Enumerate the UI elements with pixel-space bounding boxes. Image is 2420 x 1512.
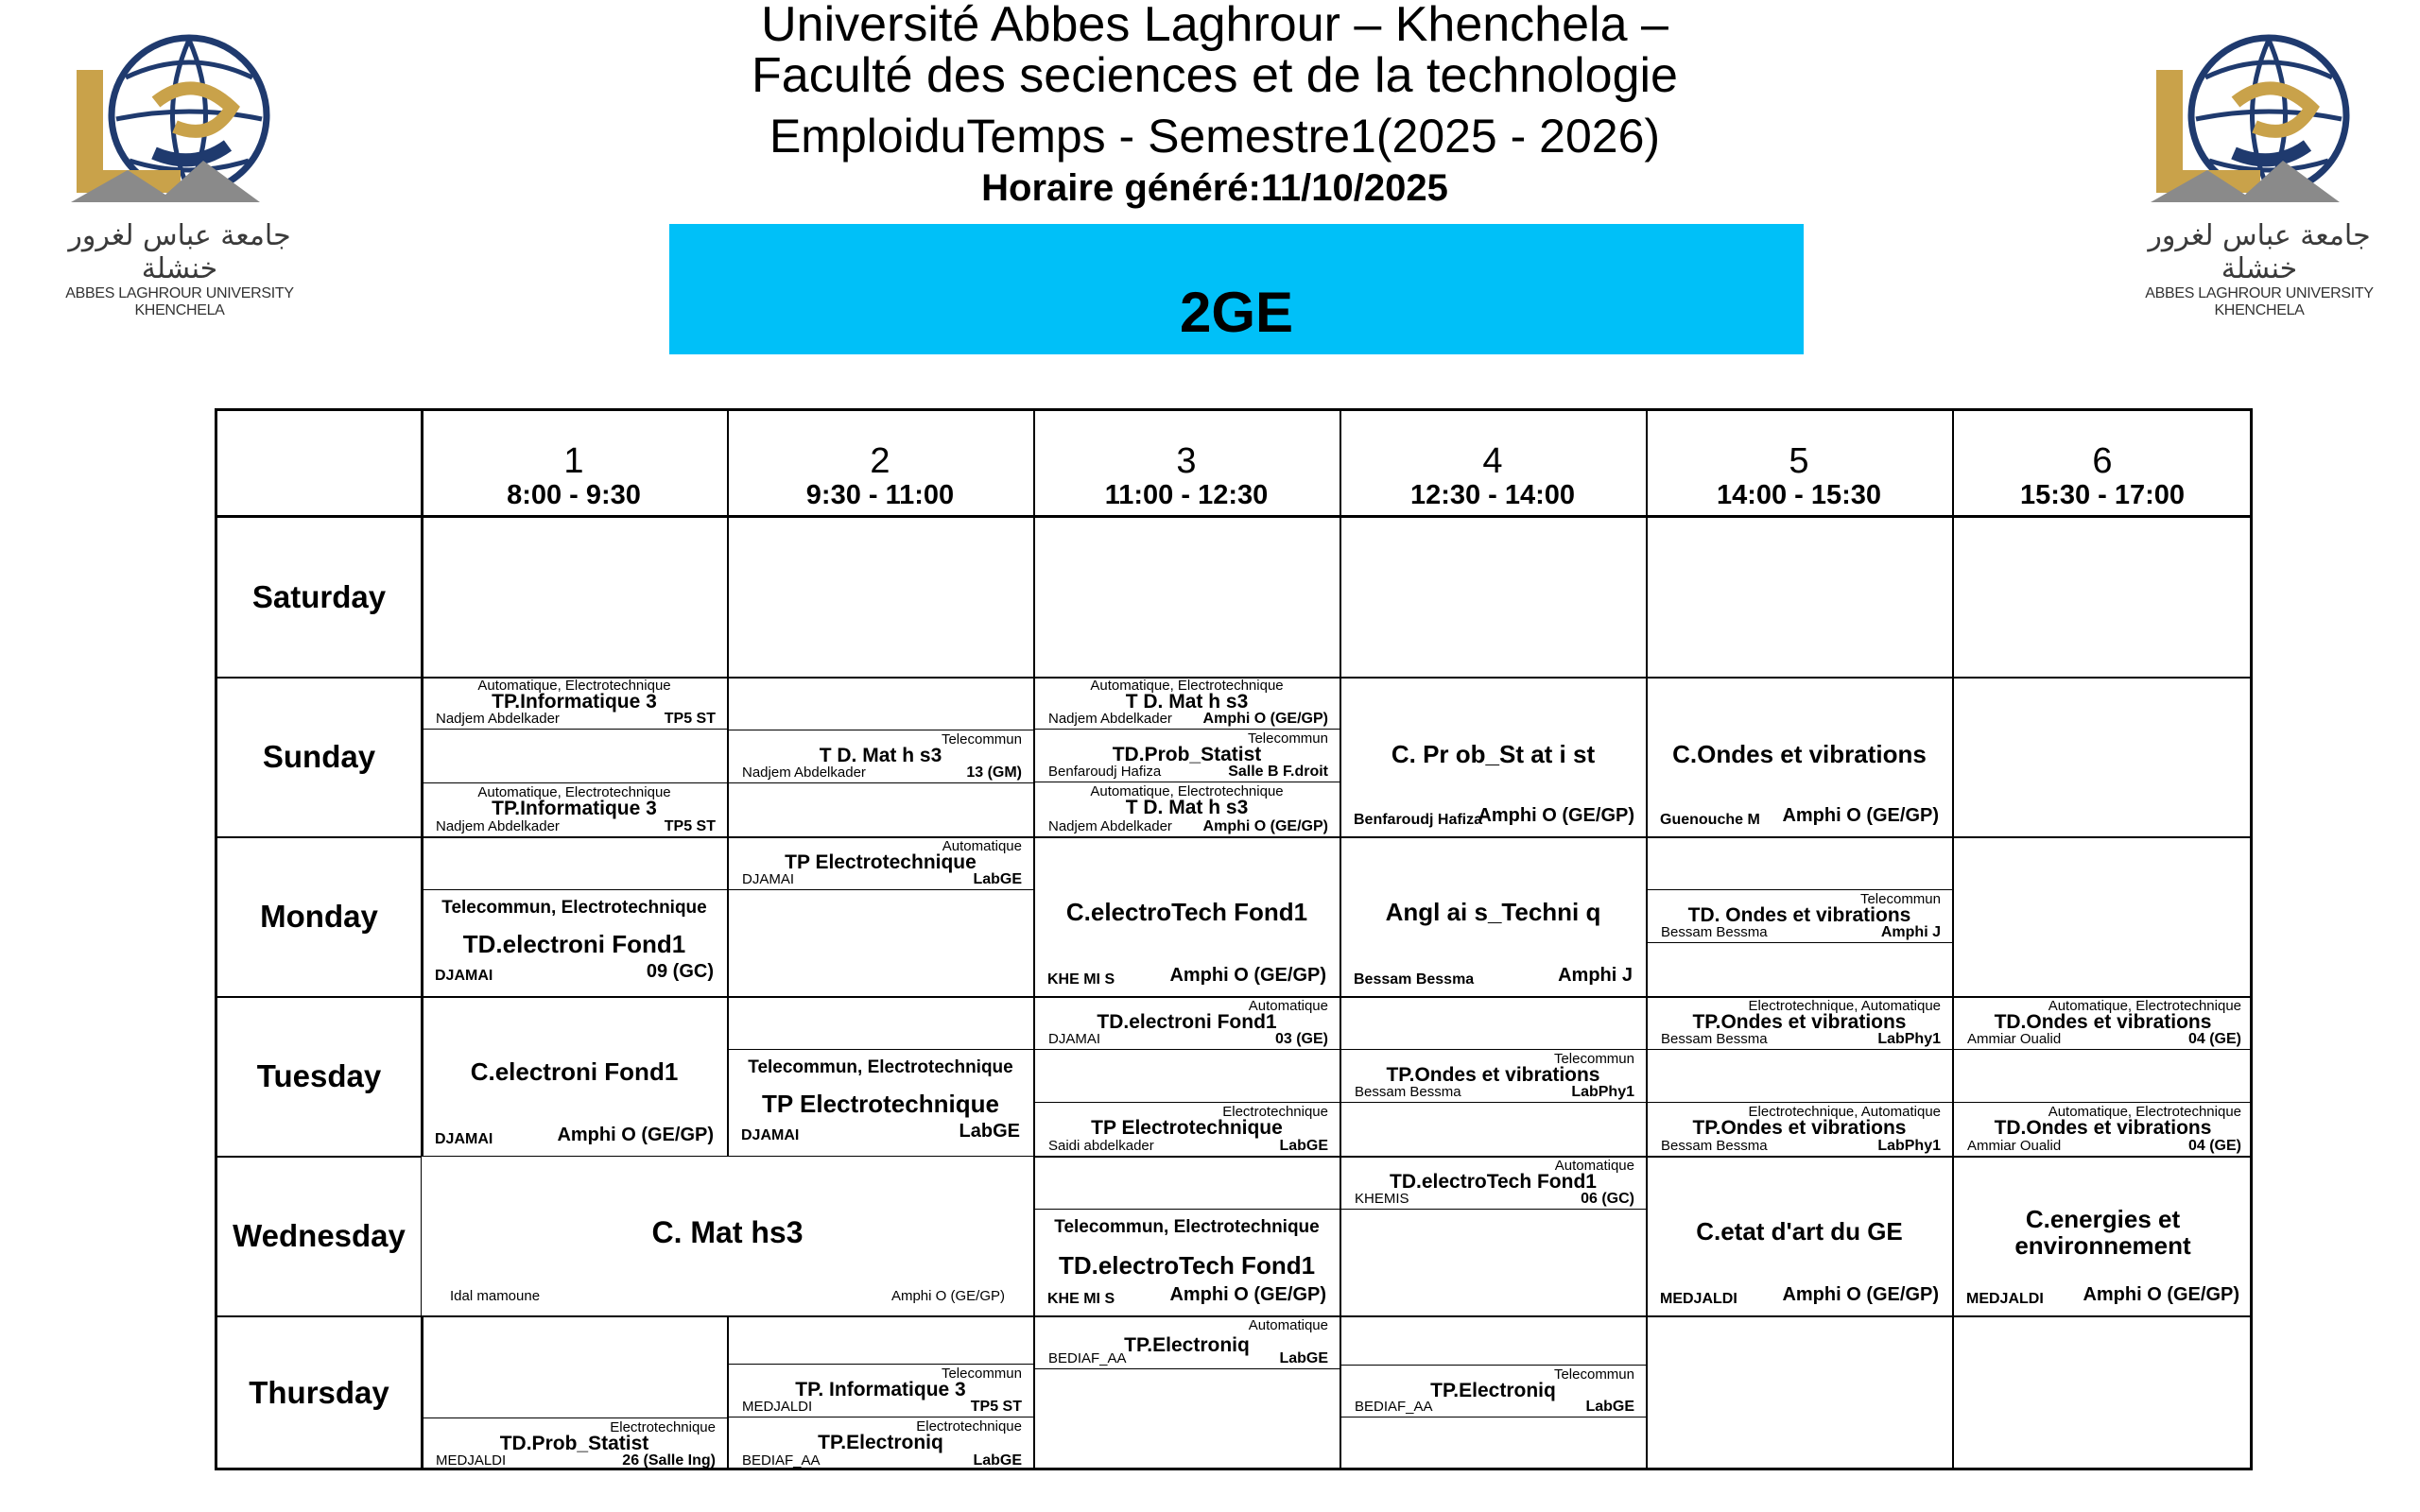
session-group: Automatique <box>1554 1158 1634 1174</box>
session-room: Amphi O (GE/GP) <box>1169 965 1326 986</box>
slot-time: 12:30 - 14:00 <box>1409 480 1576 510</box>
session-group: Telecommun <box>1553 1051 1634 1067</box>
session-teacher: Benfaroudj Hafiza <box>1354 812 1483 828</box>
session-cell[interactable] <box>422 1157 1033 1315</box>
session-title: TP.Electroniq <box>818 1432 943 1453</box>
session-group: Telecommun, Electrotechnique <box>748 1057 1013 1077</box>
session-room: Salle B F.droit <box>1228 764 1328 780</box>
slot-number: 5 <box>1789 441 1809 481</box>
session-room: 04 (GE) <box>2187 1138 2241 1154</box>
empty-sub-cell <box>1034 1050 1340 1103</box>
session-room: LabGE <box>973 1452 1022 1469</box>
session-room: 09 (GC) <box>646 961 714 982</box>
session-room: Amphi O (GE/GP) <box>2083 1284 2239 1305</box>
session-teacher: Nadjem Abdelkader <box>436 818 560 834</box>
logo-english-text: ABBES LAGHROUR UNIVERSITY KHENCHELA <box>65 285 294 318</box>
day-label-thursday: Thursday <box>249 1375 389 1410</box>
session-room: TP5 ST <box>664 818 716 834</box>
session-room: 04 (GE) <box>2187 1031 2241 1047</box>
university-logo-right <box>2122 28 2396 318</box>
session-room: LabGE <box>973 871 1022 887</box>
session-group: Electrotechnique, Automatique <box>1748 1104 1941 1120</box>
session-cell[interactable] <box>422 782 727 836</box>
session-teacher: MEDJALDI <box>1966 1291 2044 1307</box>
session-teacher: Bessam Bessma <box>1661 924 1768 940</box>
session-teacher: Idal mamoune <box>450 1288 541 1304</box>
session-teacher: DJAMAI <box>1048 1031 1101 1047</box>
session-cell[interactable] <box>1034 1103 1340 1156</box>
session-room: Amphi O (GE/GP) <box>890 1288 1005 1304</box>
session-teacher: DJAMAI <box>742 871 795 887</box>
session-cell[interactable] <box>1953 1157 2253 1315</box>
session-group: Automatique <box>942 838 1022 854</box>
session-group: Automatique, Electrotechnique <box>2048 998 2241 1014</box>
session-room: LabGE <box>1279 1138 1328 1154</box>
slot-header <box>1340 411 1646 515</box>
session-cell[interactable] <box>1340 1365 1646 1418</box>
logo-english-text: ABBES LAGHROUR UNIVERSITY KHENCHELA <box>2145 285 2374 318</box>
session-teacher: Saidi abdelkader <box>1048 1138 1154 1154</box>
day-label-tuesday: Tuesday <box>256 1057 382 1093</box>
group-banner <box>669 224 1804 354</box>
slot-number: 4 <box>1482 441 1503 481</box>
empty-sub-cell <box>728 997 1033 1050</box>
session-teacher: Bessam Bessma <box>1355 1084 1461 1100</box>
session-room: Amphi O (GE/GP) <box>1202 818 1328 834</box>
session-title: C.Ondes et vibrations <box>1672 740 1927 768</box>
session-title: TP.Informatique 3 <box>492 798 657 819</box>
session-cell[interactable] <box>1340 837 1646 996</box>
session-cell[interactable] <box>422 1418 727 1470</box>
session-group: Automatique, Electrotechnique <box>1090 678 1284 694</box>
session-room: Amphi J <box>1558 965 1633 986</box>
session-room: LabPhy1 <box>1571 1084 1634 1100</box>
session-title: TD. Ondes et vibrations <box>1687 904 1911 926</box>
session-cell[interactable] <box>1034 677 1340 730</box>
session-cell[interactable] <box>422 997 727 1156</box>
session-cell[interactable] <box>1647 1103 1952 1156</box>
day-label-saturday: Saturday <box>251 578 387 614</box>
session-teacher: Nadjem Abdelkader <box>436 711 560 727</box>
session-title: TP Electrotechnique <box>1091 1117 1283 1139</box>
session-teacher: Bessam Bessma <box>1354 971 1475 988</box>
session-teacher: KHE MI S <box>1047 1291 1115 1307</box>
session-room: LabGE <box>1585 1399 1634 1415</box>
session-title: TP Electrotechnique <box>762 1090 999 1118</box>
slot-time: 14:00 - 15:30 <box>1716 480 1882 510</box>
session-title: TP.Electroniq <box>1124 1334 1250 1356</box>
session-teacher: KHEMIS <box>1355 1191 1409 1207</box>
session-teacher: Guenouche M <box>1660 812 1760 828</box>
session-teacher: Nadjem Abdelkader <box>1048 818 1172 834</box>
session-cell[interactable] <box>1034 1316 1340 1369</box>
session-title: TD.Ondes et vibrations <box>1994 1117 2212 1139</box>
session-teacher: DJAMAI <box>435 968 493 984</box>
session-title: C.energies et environnement <box>2014 1205 2191 1260</box>
empty-sub-cell <box>422 837 727 890</box>
session-teacher: KHE MI S <box>1047 971 1115 988</box>
empty-sub-cell <box>1647 1050 1952 1103</box>
empty-sub-cell <box>1647 837 1952 890</box>
session-title: TP.Ondes et vibrations <box>1692 1117 1907 1139</box>
session-room: TP5 ST <box>664 711 716 727</box>
session-room: LabPhy1 <box>1877 1138 1941 1154</box>
session-cell[interactable] <box>422 677 727 730</box>
session-title: T D. Mat h s3 <box>819 745 942 766</box>
session-cell[interactable] <box>728 730 1033 783</box>
session-title: TD.Ondes et vibrations <box>1994 1011 2212 1033</box>
session-room: Amphi J <box>1880 924 1941 940</box>
session-group: Electrotechnique <box>916 1418 1022 1435</box>
session-title: C. Pr ob_St at i st <box>1391 740 1596 768</box>
session-room: Amphi O (GE/GP) <box>557 1125 714 1145</box>
session-title: TP.Informatique 3 <box>492 691 657 713</box>
session-room: Amphi O (GE/GP) <box>1782 1284 1939 1305</box>
session-group: Telecommun <box>941 1366 1022 1382</box>
empty-sub-cell <box>1340 997 1646 1050</box>
session-teacher: Ammiar Oualid <box>1967 1138 2062 1154</box>
session-cell[interactable] <box>728 1050 1033 1156</box>
slot-header <box>1033 411 1340 515</box>
session-group: Electrotechnique <box>610 1419 716 1435</box>
empty-sub-cell <box>728 1316 1033 1365</box>
session-cell[interactable] <box>422 890 727 996</box>
session-group: Telecommun <box>1553 1366 1634 1383</box>
session-cell[interactable] <box>1647 1157 1952 1315</box>
session-title: C.electroni Fond1 <box>470 1057 679 1086</box>
session-cell[interactable] <box>1953 1103 2253 1156</box>
session-teacher: DJAMAI <box>435 1131 493 1147</box>
slot-header <box>1646 411 1952 515</box>
slot-header <box>421 411 727 515</box>
session-group: Automatique, Electrotechnique <box>477 784 671 800</box>
session-group: Automatique, Electrotechnique <box>477 678 671 694</box>
session-cell[interactable] <box>728 1365 1033 1418</box>
session-room: LabPhy1 <box>1877 1031 1941 1047</box>
session-room: Amphi O (GE/GP) <box>1478 805 1634 826</box>
session-cell[interactable] <box>728 837 1033 890</box>
globe-emblem-icon <box>2122 28 2396 217</box>
session-cell[interactable] <box>1034 782 1340 836</box>
day-label-sunday: Sunday <box>262 738 376 774</box>
slot-number: 3 <box>1176 441 1197 481</box>
timetable-grid <box>215 408 2253 1470</box>
session-group: Telecommun, Electrotechnique <box>1054 1217 1320 1237</box>
slot-number: 6 <box>2092 441 2113 481</box>
session-room: 03 (GE) <box>1274 1031 1328 1047</box>
session-title: TP.Ondes et vibrations <box>1692 1011 1907 1033</box>
session-teacher: DJAMAI <box>741 1127 800 1143</box>
session-cell[interactable] <box>1034 837 1340 996</box>
slot-time: 11:00 - 12:30 <box>1104 480 1269 510</box>
generated-date: Horaire généré:11/10/2025 <box>981 167 1448 209</box>
session-teacher: Bessam Bessma <box>1661 1031 1768 1047</box>
session-group: Automatique <box>1248 998 1328 1014</box>
empty-sub-cell <box>1034 1157 1340 1210</box>
session-group: Electrotechnique <box>1222 1104 1328 1120</box>
session-title: TD.Prob_Statist <box>499 1433 649 1454</box>
session-cell[interactable] <box>1340 1050 1646 1103</box>
session-room: TP5 ST <box>970 1399 1022 1415</box>
session-cell[interactable] <box>1034 997 1340 1050</box>
session-cell[interactable] <box>1647 678 1952 836</box>
session-room: 06 (GC) <box>1581 1191 1634 1207</box>
day-label-wednesday: Wednesday <box>233 1217 406 1253</box>
session-cell[interactable] <box>1647 890 1952 943</box>
session-title: TD.Prob_Statist <box>1112 744 1262 765</box>
session-teacher: Bessam Bessma <box>1661 1138 1768 1154</box>
session-teacher: BEDIAF_AA <box>1048 1350 1127 1366</box>
logo-arabic-text: جامعة عباس لغرور خنشلة <box>2148 219 2371 285</box>
session-title: TD.electroni Fond1 <box>1097 1011 1277 1033</box>
session-group: Telecommun, Electrotechnique <box>441 898 707 918</box>
session-title: TP.Electroniq <box>1430 1380 1556 1401</box>
slot-number: 2 <box>870 441 890 481</box>
session-title: C.etat d'art du GE <box>1696 1217 1903 1246</box>
session-teacher: Ammiar Oualid <box>1967 1031 2062 1047</box>
faculty-name: Faculté des seciences et de la technologie <box>752 48 1678 103</box>
session-group: Electrotechnique, Automatique <box>1748 998 1941 1014</box>
session-title: TP. Informatique 3 <box>795 1379 966 1400</box>
session-teacher: MEDJALDI <box>1660 1291 1737 1307</box>
session-room: LabGE <box>959 1121 1020 1142</box>
slot-time: 8:00 - 9:30 <box>507 480 641 510</box>
session-teacher: BEDIAF_AA <box>1355 1399 1433 1415</box>
university-logo-left <box>43 28 317 318</box>
university-name: Université Abbes Laghrour – Khenchela – <box>761 0 1668 52</box>
session-room: Amphi O (GE/GP) <box>1169 1284 1326 1305</box>
session-room: 26 (Salle Ing) <box>622 1452 716 1469</box>
session-cell[interactable] <box>1953 997 2253 1050</box>
session-group: Automatique, Electrotechnique <box>1090 783 1284 799</box>
session-group: Telecommun <box>1859 891 1941 907</box>
session-teacher: Nadjem Abdelkader <box>742 765 866 781</box>
session-title: C.electroTech Fond1 <box>1065 898 1308 926</box>
session-cell[interactable] <box>728 1418 1033 1470</box>
session-group: Automatique <box>1248 1317 1328 1333</box>
session-title: TD.electroTech Fond1 <box>1390 1171 1597 1193</box>
day-label-monday: Monday <box>260 898 378 934</box>
slot-time: 15:30 - 17:00 <box>2019 480 2186 510</box>
session-cell[interactable] <box>1034 1210 1340 1315</box>
session-group: Automatique, Electrotechnique <box>2048 1104 2241 1120</box>
globe-emblem-icon <box>43 28 317 217</box>
slot-header <box>1952 411 2253 515</box>
empty-sub-cell <box>1953 1050 2253 1103</box>
session-title: TD.electroTech Fond1 <box>1058 1251 1316 1280</box>
session-teacher: Nadjem Abdelkader <box>1048 711 1172 727</box>
slot-header <box>727 411 1033 515</box>
session-title: TP Electrotechnique <box>785 851 977 873</box>
session-group: Telecommun <box>1247 730 1328 747</box>
session-teacher: MEDJALDI <box>742 1399 813 1415</box>
session-cell[interactable] <box>1034 730 1340 782</box>
timetable-title: EmploiduTemps - Semestre1(2025 - 2026) <box>769 110 1661 163</box>
session-title: TD.electroni Fond1 <box>462 930 686 958</box>
session-title: T D. Mat h s3 <box>1125 691 1249 713</box>
session-group: Telecommun <box>941 731 1022 747</box>
session-cell[interactable] <box>1340 678 1646 836</box>
session-cell[interactable] <box>1647 997 1952 1050</box>
session-teacher: MEDJALDI <box>436 1452 507 1469</box>
session-cell[interactable] <box>1340 1157 1646 1210</box>
session-room: Amphi O (GE/GP) <box>1782 805 1939 826</box>
session-title: Angl ai s_Techni q <box>1385 898 1601 926</box>
slot-time: 9:30 - 11:00 <box>805 480 955 510</box>
session-room: LabGE <box>1279 1350 1328 1366</box>
session-room: 13 (GM) <box>966 765 1022 781</box>
session-teacher: Benfaroudj Hafiza <box>1048 764 1162 780</box>
session-title: T D. Mat h s3 <box>1125 797 1249 818</box>
session-title: C. Mat hs3 <box>651 1215 804 1249</box>
slot-number: 1 <box>563 441 584 481</box>
group-name: 2GE <box>1179 281 1294 344</box>
session-title: TP.Ondes et vibrations <box>1386 1064 1600 1086</box>
session-room: Amphi O (GE/GP) <box>1202 711 1328 727</box>
session-teacher: BEDIAF_AA <box>742 1452 821 1469</box>
logo-arabic-text: جامعة عباس لغرور خنشلة <box>68 219 291 285</box>
